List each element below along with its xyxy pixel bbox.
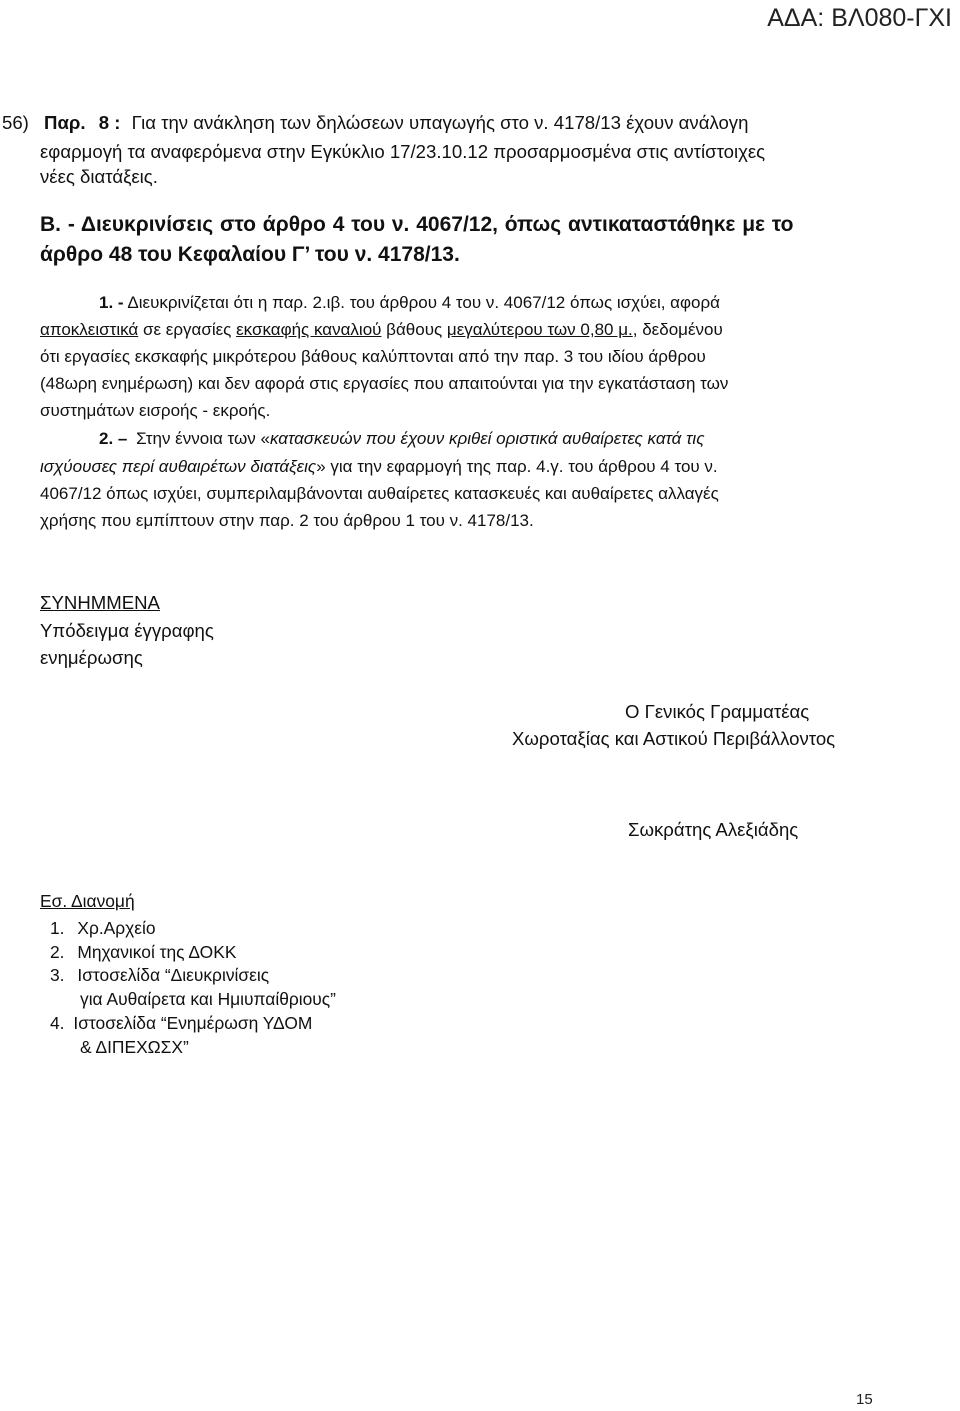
item-56-line-1 xyxy=(2,110,748,136)
item-56-line-3: νέες διατάξεις. xyxy=(40,166,158,187)
item-number: 3. xyxy=(50,965,65,985)
text-fragment: Στην έννοια των « xyxy=(136,429,270,448)
attachments-line-1: Υπόδειγμα έγγραφης xyxy=(40,620,214,641)
distribution-title: Εσ. Διανομή xyxy=(40,891,135,911)
signature-role-line-2: Χωροταξίας και Αστικού Περιβάλλοντος xyxy=(512,728,836,749)
item-text: Ιστοσελίδα “Διευκρινίσεις xyxy=(77,965,270,985)
point-1-line-5: συστημάτων εισροής - εκροής. xyxy=(40,401,271,420)
paragraph-number: 8 : xyxy=(98,112,121,133)
distribution-item xyxy=(50,1012,312,1036)
point-1-line-1 xyxy=(99,290,720,316)
distribution-item-continuation: & ΔΙΠΕΧΩΣΧ” xyxy=(80,1037,189,1057)
item-text: Μηχανικοί της ΔΟΚΚ xyxy=(77,942,237,962)
point-1-label: 1. - xyxy=(99,293,124,312)
distribution-item-continuation: για Αυθαίρετα και Ημιυπαίθριους” xyxy=(80,989,336,1009)
point-2-line-1 xyxy=(99,426,704,452)
underlined-exclusively: αποκλειστικά xyxy=(40,320,139,339)
attachments-line-2: ενημέρωσης xyxy=(40,647,143,668)
text-fragment: βάθους xyxy=(381,320,447,339)
distribution-item xyxy=(50,917,156,941)
item-text: Χρ.Αρχείο xyxy=(77,918,156,938)
point-2-line-4: χρήσης που εμπίπτουν στην παρ. 2 του άρθρου 1 του ν. 4178/13. xyxy=(40,511,534,530)
section-b-heading-line-1: Β. - Διευκρινίσεις στο άρθρο 4 του ν. 4067/12, όπως αντικαταστάθηκε με το xyxy=(40,213,794,236)
distribution-item xyxy=(50,964,269,988)
distribution-item xyxy=(50,941,236,965)
point-2-line-2 xyxy=(40,454,718,480)
item-number: 56) xyxy=(2,112,29,133)
italic-quote-end: ισχύουσες περί αυθαιρέτων διατάξεις xyxy=(40,457,317,476)
italic-quote: κατασκευών που έχουν κριθεί οριστικά αυθαίρετες κατά τις xyxy=(269,429,705,448)
page-number: 15 xyxy=(856,1391,873,1408)
signature-role-line-1: Ο Γενικός Γραμματέας xyxy=(625,701,810,722)
point-2-label: 2. – xyxy=(99,429,128,448)
text-fragment: σε εργασίες xyxy=(138,320,237,339)
attachments-title: ΣΥΝΗΜΜΕΝΑ xyxy=(40,592,160,613)
item-text: Ιστοσελίδα “Ενημέρωση ΥΔΟΜ xyxy=(73,1013,313,1033)
point-1-line-4: (48ωρη ενημέρωση) και δεν αφορά στις εργασίες που απαιτούνται για την εγκατάσταση των xyxy=(40,374,729,393)
paragraph-label: Παρ. xyxy=(44,112,86,133)
signature-name: Σωκράτης Αλεξιάδης xyxy=(628,819,799,840)
item-number: 2. xyxy=(50,942,65,962)
item-56-line-2: εφαρμογή τα αναφερόμενα στην Εγκύκλιο 17/23.10.12 προσαρμοσμένα στις αντίστοιχες xyxy=(40,141,766,162)
item-56-text: Για την ανάκληση των δηλώσεων υπαγωγής στο ν. 4178/13 έχουν ανάλογη xyxy=(131,112,749,133)
section-b-heading-line-2: άρθρο 48 του Κεφαλαίου Γ’ του ν. 4178/13. xyxy=(40,243,460,266)
underlined-channel-excavation: εκσκαφής καναλιού xyxy=(236,320,382,339)
underlined-depth: μεγαλύτερου των 0,80 μ. xyxy=(446,320,633,339)
text-fragment: , δεδομένου xyxy=(632,320,723,339)
point-1-text: Διευκρινίζεται ότι η παρ. 2.ιβ. του άρθρου 4 του ν. 4067/12 όπως ισχύει, αφορά xyxy=(127,293,720,312)
point-1-line-3: ότι εργασίες εκσκαφής μικρότερου βάθους καλύπτονται από την παρ. 3 του ιδίου άρθρου xyxy=(40,347,706,366)
ada-header: ΑΔΑ: ΒΛ080-ΓΧΙ xyxy=(767,4,952,32)
item-number: 4. xyxy=(50,1013,65,1033)
text-fragment: » για την εφαρμογή της παρ. 4.γ. του άρθρου 4 του ν. xyxy=(316,457,718,476)
point-2-line-3: 4067/12 όπως ισχύει, συμπεριλαμβάνονται αυθαίρετες κατασκευές και αυθαίρετες αλλαγές xyxy=(40,484,719,503)
point-1-line-2 xyxy=(40,317,723,343)
item-number: 1. xyxy=(50,918,65,938)
